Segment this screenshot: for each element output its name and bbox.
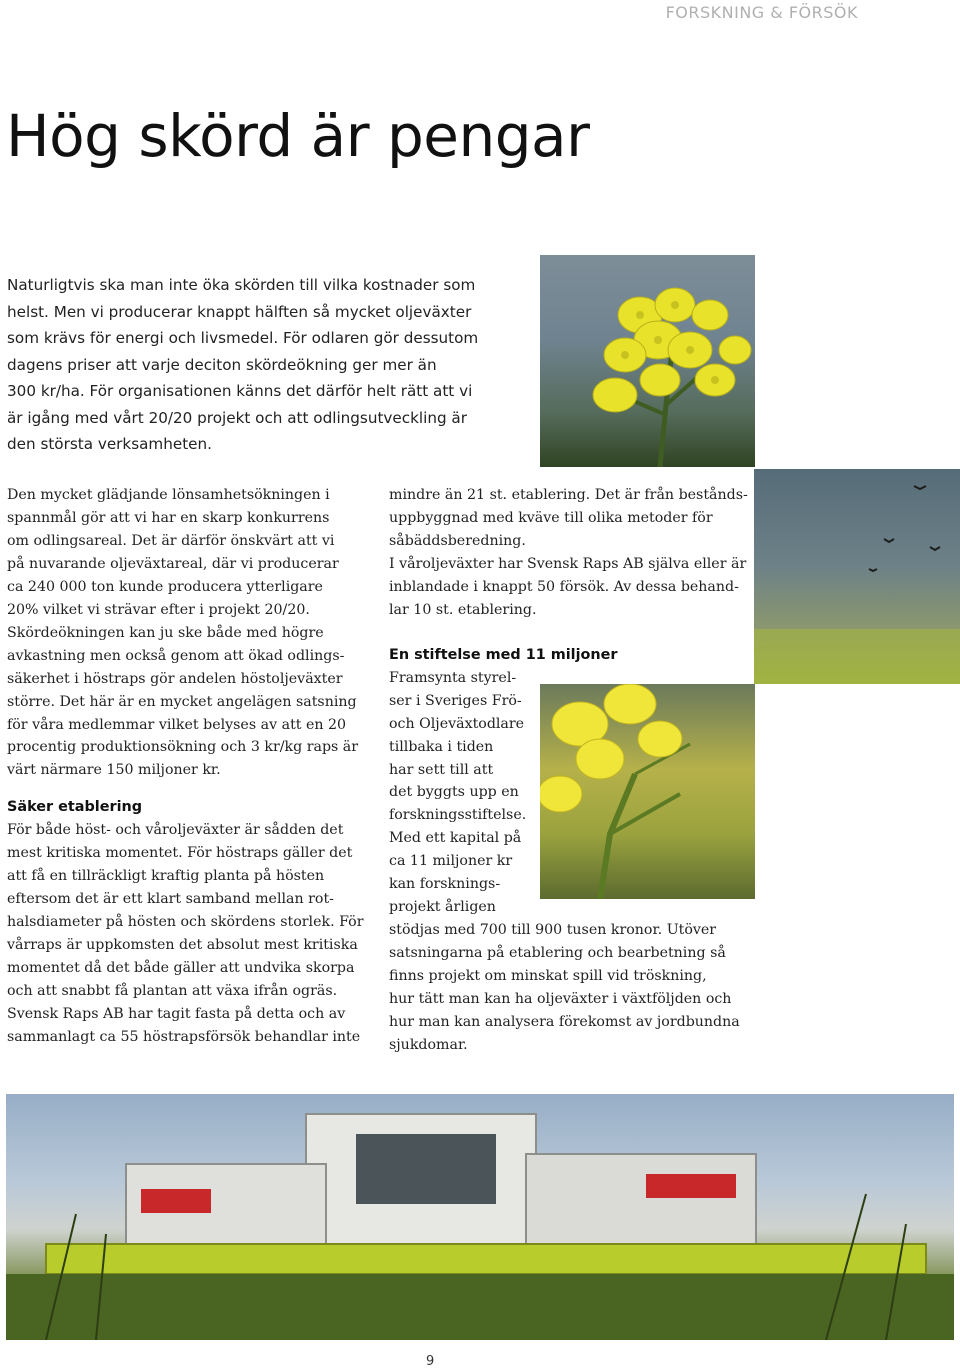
combine-harvester-photo [6,1094,954,1340]
lead-paragraph [7,272,527,458]
page-title: Hög skörd är pengar [6,102,590,170]
left-paragraph-2: För både höst- och våroljeväxter är sådden det mest kritiska momentet. För höstraps gäller det att få en tillräckligt kraftig planta på hösten eftersom det är ett klart samband mellan rot- halsdiameter på hösten och skördens storlek. För vårraps är uppkomsten det absolut mest kritiska momentet då det både gäller att undvika skorpa och att snabbt få plantan att växa ifrån ogräs. Svensk Raps AB har tagit fasta på detta och av sammanlagt ca 55 höstrapsförsök behandlar inte [7,822,364,1045]
left-column [7,484,367,1049]
section-label: FORSKNING & FÖRSÖK [665,3,858,22]
sky-with-birds-photo [754,469,960,684]
subheading-saker-etablering: Säker etablering [7,799,143,816]
right-paragraph-1: mindre än 21 st. etablering. Det är från bestånds- uppbyggnad med kväve till olika metoder för såbäddsberedning. I våroljeväxter har Svensk Raps AB själva eller är inblandade i knappt 50 försök. Av dessa behand- lar 10 st. etablering. [389,487,748,618]
page-number: 9 [426,1354,435,1369]
right-paragraph-2: Framsynta styrel- ser i Sveriges Frö- och Oljeväxtodlare tillbaka i tiden har sett till att det byggts upp en forskningsstiftelse. Med ett kapital på ca 11 miljoner kr kan forsknings- projekt årligen stödjas med 700 till 900 tusen kronor. Utöver satsningarna på etablering och bearbetning så finns projekt om minskat spill vid tröskning, hur tätt man kan ha oljeväxter i växtföljden och hur man kan analysera förekomst av jordbundna sjukdomar. [389,669,740,1053]
harvester-illustration [6,1094,954,1340]
right-column [389,484,769,1057]
subheading-stiftelse: En stiftelse med 11 miljoner [389,646,618,663]
rapeseed-flower-illustration-top [540,255,755,467]
left-paragraph-1: Den mycket glädjande lönsamhetsökningen i spannmål gör att vi har en skarp konkurrens om odlingsareal. Det är därför önskvärt att vi på nuvarande oljeväxtareal, där vi producerar ca 240 000 ton kunde producera ytterligare 20% vilket vi strävar efter i projekt 20/20. Skördeökningen kan ju ske både med högre avkastning men också genom att ökad odlings- säkerhet i höstraps gör andelen höstoljeväxter större. Det här är en mycket angelägen satsning för våra medlemmar vilket belyses av att en 20 procentig produktionsökning och 3 kr/kg raps är värt närmare 150 miljoner kr. [7,487,359,779]
rapeseed-flower-photo-top [540,255,755,467]
lead-text: Naturligtvis ska man inte öka skörden till vilka kostnader som helst. Men vi producerar knappt hälften så mycket oljeväxter som krävs för energi och livsmedel. För odlaren gör dessutom dagens priser att varje deciton skördeökning ger mer än 300 kr/ha. För organisationen känns det därför helt rätt att vi är igång med vårt 20/20 projekt och att odlingsutveckling är den största verksamheten. [7,276,479,453]
birds-illustration [754,469,960,684]
